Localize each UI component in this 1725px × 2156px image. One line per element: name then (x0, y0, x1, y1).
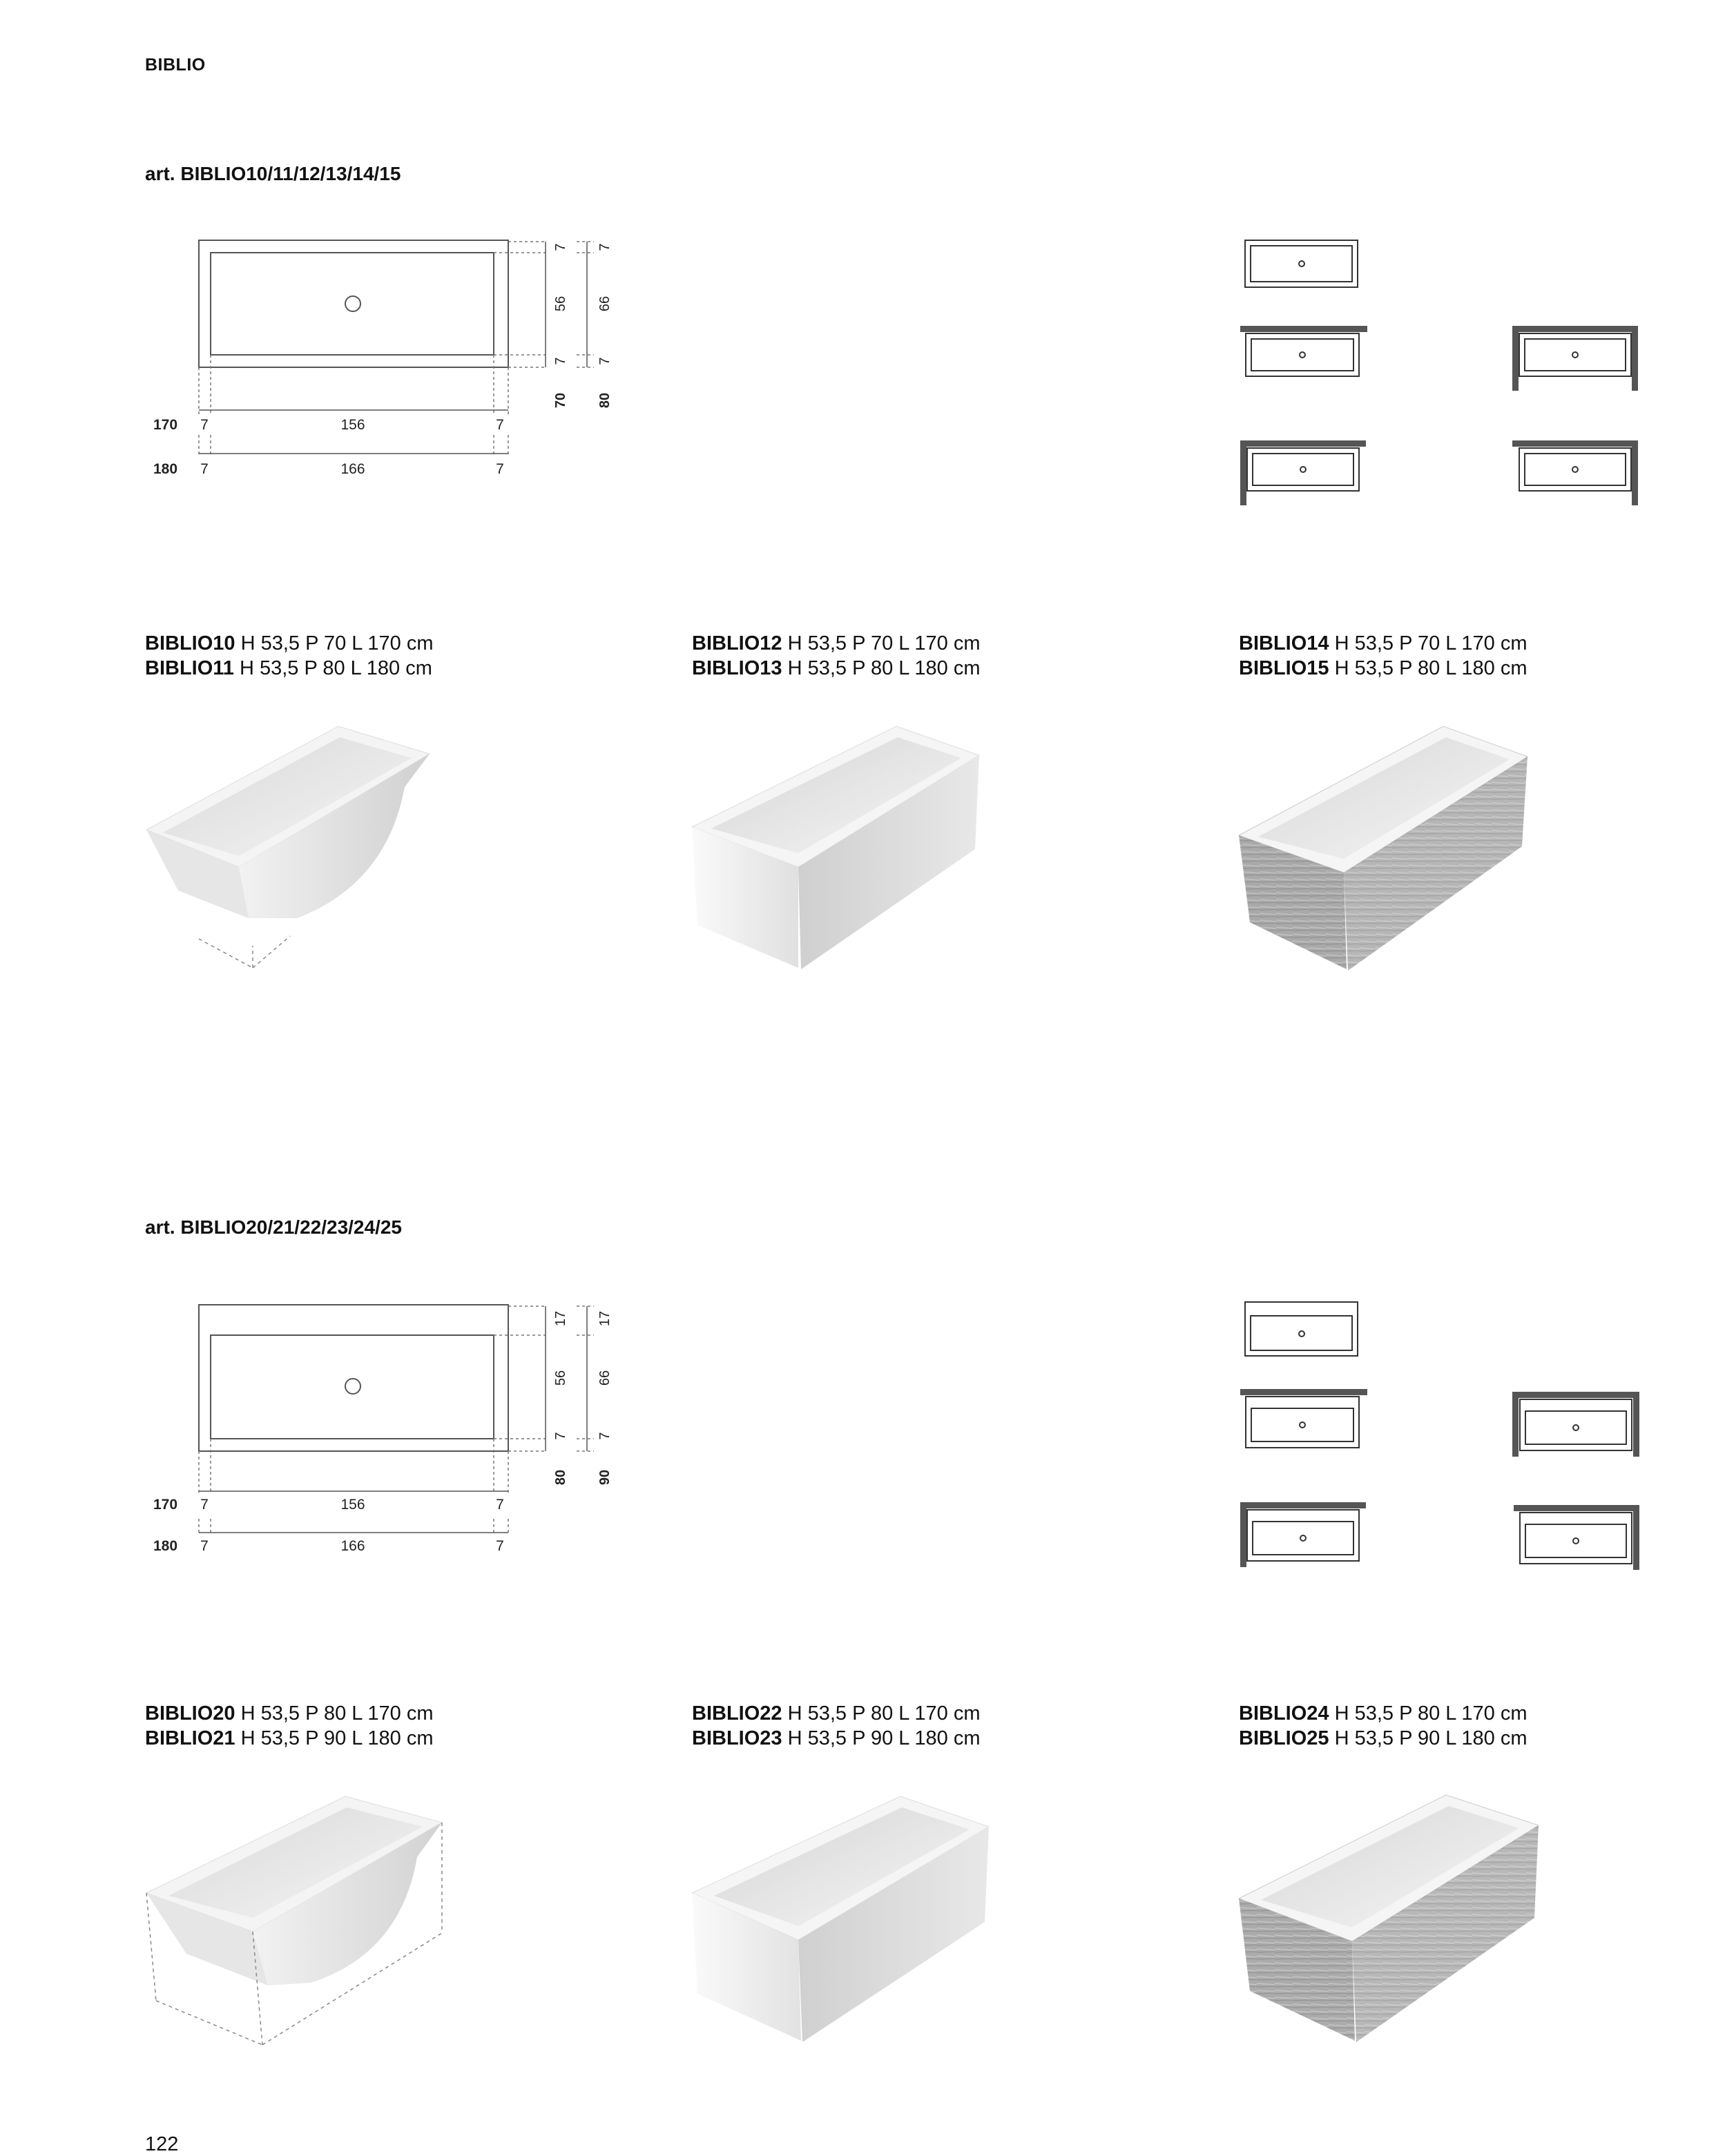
scheme-corner-left-icon (1240, 1502, 1366, 1567)
product-render-built-in-tub (138, 718, 442, 980)
section-2-installation-schemes (1229, 1298, 1657, 1574)
depth-a-label: 80 (553, 1469, 568, 1486)
page-number: 122 (145, 2133, 179, 2155)
spec-block-2 (692, 631, 981, 681)
dim-right-b-mid: 66 (597, 295, 613, 312)
row-170-left: 7 (200, 1497, 209, 1513)
row-180-label: 180 (153, 1538, 178, 1554)
spec-dims: H 53,5 P 80 L 170 cm (235, 1702, 434, 1725)
scheme-corner-right-icon (1512, 440, 1638, 505)
depth-a-label: 70 (553, 392, 568, 409)
dim-right-b-top: 17 (597, 1310, 613, 1327)
depth-b-label: 80 (597, 392, 613, 409)
row-180-left: 7 (200, 461, 209, 477)
spec-code: BIBLIO15 (1239, 657, 1329, 679)
scheme-wall-back-icon (1240, 1389, 1367, 1448)
spec-code: BIBLIO20 (145, 1702, 235, 1725)
scheme-corner-right-icon (1514, 1505, 1639, 1570)
row-170-mid: 156 (340, 417, 365, 433)
spec-code: BIBLIO13 (692, 657, 782, 679)
section-2-technical-drawing (138, 1298, 635, 1560)
spec-dims: H 53,5 P 70 L 170 cm (235, 632, 434, 654)
dim-right-a-mid: 56 (553, 1370, 568, 1386)
spec-dims: H 53,5 P 70 L 170 cm (1329, 632, 1528, 654)
spec-block-4 (145, 1701, 434, 1751)
spec-code: BIBLIO14 (1239, 632, 1329, 654)
dim-right-a-bottom: 7 (553, 1432, 568, 1440)
dim-right-a-mid: 56 (553, 295, 568, 312)
spec-dims: H 53,5 P 80 L 180 cm (1329, 657, 1528, 679)
scheme-niche-icon (1512, 1392, 1639, 1457)
section-1-technical-drawing (138, 235, 635, 483)
row-180-right: 7 (496, 1538, 504, 1554)
scheme-freestanding-icon (1245, 1302, 1358, 1356)
row-170-left: 7 (200, 417, 209, 433)
spec-code: BIBLIO10 (145, 632, 235, 654)
row-170-right: 7 (496, 1497, 504, 1513)
spec-dims: H 53,5 P 80 L 180 cm (233, 657, 432, 679)
scheme-freestanding-icon (1245, 240, 1358, 287)
dim-right-a-top: 17 (553, 1310, 568, 1327)
spec-dims: H 53,5 P 90 L 180 cm (782, 1727, 981, 1749)
product-render-stone-panel-tub (1231, 718, 1534, 980)
row-170-label: 170 (153, 417, 178, 433)
dim-right-a-top: 7 (553, 243, 568, 251)
scheme-wall-back-icon (1240, 326, 1367, 376)
spec-code: BIBLIO11 (145, 657, 234, 679)
page-header: BIBLIO (145, 55, 206, 75)
row-170-mid: 156 (340, 1497, 365, 1513)
product-render-white-panel-tub (684, 718, 987, 980)
dim-right-b-bottom: 7 (597, 1432, 613, 1440)
section-1-title: art. BIBLIO10/11/12/13/14/15 (145, 163, 401, 184)
spec-code: BIBLIO24 (1239, 1702, 1329, 1725)
product-render-stone-panel-tub-2 (1231, 1788, 1541, 2057)
scheme-corner-left-icon (1240, 440, 1366, 505)
dim-right-b-mid: 66 (597, 1370, 613, 1386)
spec-dims: H 53,5 P 80 L 170 cm (1329, 1702, 1528, 1725)
row-180-right: 7 (496, 461, 504, 477)
dim-right-b-top: 7 (597, 243, 613, 251)
row-180-mid: 166 (340, 1538, 365, 1554)
spec-dims: H 53,5 P 90 L 180 cm (1329, 1727, 1528, 1749)
spec-block-3 (1239, 631, 1528, 681)
spec-code: BIBLIO22 (692, 1702, 782, 1725)
row-180-mid: 166 (340, 461, 365, 477)
row-180-label: 180 (153, 461, 178, 477)
spec-code: BIBLIO25 (1239, 1727, 1329, 1749)
spec-dims: H 53,5 P 70 L 170 cm (782, 632, 981, 654)
row-170-right: 7 (496, 417, 504, 433)
product-render-white-panel-tub-2 (684, 1788, 994, 2057)
dim-right-b-bottom: 7 (597, 357, 613, 365)
spec-code: BIBLIO21 (145, 1727, 235, 1749)
section-2-title: art. BIBLIO20/21/22/23/24/25 (145, 1216, 402, 1238)
row-170-label: 170 (153, 1497, 178, 1513)
dim-right-a-bottom: 7 (553, 357, 568, 365)
spec-block-6 (1239, 1701, 1528, 1751)
spec-dims: H 53,5 P 90 L 180 cm (235, 1727, 434, 1749)
spec-block-5 (692, 1701, 981, 1751)
section-1-installation-schemes (1229, 235, 1657, 511)
row-180-left: 7 (200, 1538, 209, 1554)
spec-code: BIBLIO23 (692, 1727, 782, 1749)
product-render-built-in-tub-2 (138, 1788, 456, 2057)
spec-code: BIBLIO12 (692, 632, 782, 654)
spec-dims: H 53,5 P 80 L 180 cm (782, 657, 981, 679)
depth-b-label: 90 (597, 1469, 613, 1486)
spec-block-1 (145, 631, 434, 681)
spec-dims: H 53,5 P 80 L 170 cm (782, 1702, 981, 1725)
scheme-niche-icon (1512, 326, 1638, 391)
